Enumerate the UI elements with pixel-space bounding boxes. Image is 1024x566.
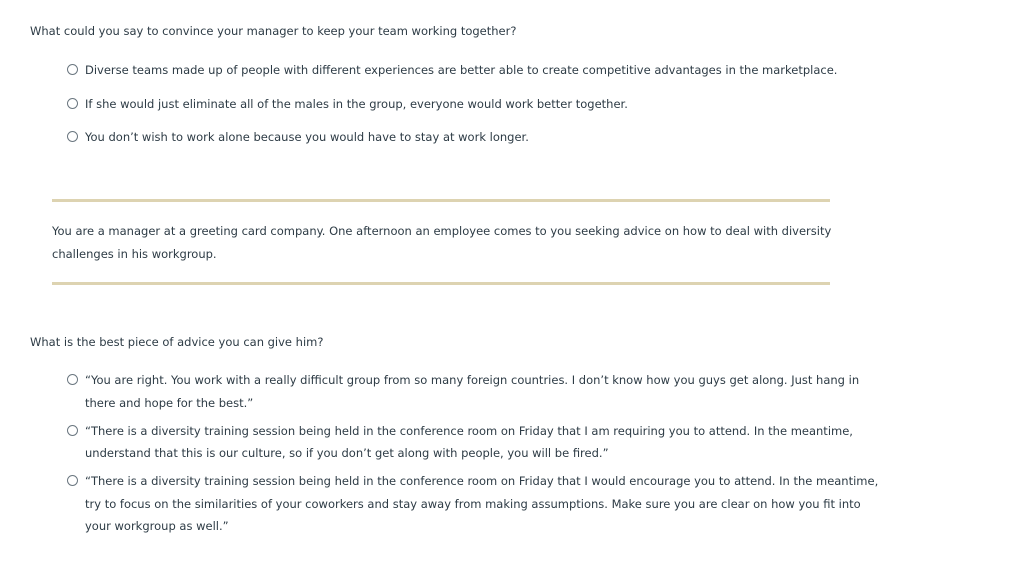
q2-option-1[interactable] xyxy=(67,373,887,414)
q2-option-3[interactable] xyxy=(67,474,887,538)
q1-option-3[interactable] xyxy=(67,130,887,164)
q2-option-2[interactable] xyxy=(67,424,887,465)
passage-divider-top xyxy=(52,199,830,202)
question-2-prompt: What is the best piece of advice you can give him? xyxy=(30,335,324,349)
q1-option-2-label: If she would just eliminate all of the males in the group, everyone would work better together. xyxy=(85,96,628,111)
passage-divider-bottom xyxy=(52,282,830,285)
q2-option-1-label: “You are right. You work with a really difficult group from so many foreign countries. I don’t know how you guys get along. Just hang in there and hope for the best.” xyxy=(85,373,860,410)
q2-option-2-radio[interactable] xyxy=(67,425,78,436)
q1-option-3-label: You don’t wish to work alone because you would have to stay at work longer. xyxy=(85,130,529,144)
question-2-answers xyxy=(67,373,887,547)
q1-option-1-radio[interactable] xyxy=(67,64,78,75)
q1-option-1[interactable] xyxy=(67,63,887,97)
q2-option-3-label: “There is a diversity training session being held in the conference room on Friday that I would encourage you to attend. In the meantime, try to focus on the similarities of your coworkers and stay away from making assumptions. Make sure you are clear on how you fit into your workgroup as well.” xyxy=(85,474,879,533)
q1-option-2-radio[interactable] xyxy=(67,98,78,109)
q2-option-1-radio[interactable] xyxy=(67,374,78,385)
q2-option-2-label: “There is a diversity training session being held in the conference room on Friday that I am requiring you to attend. In the meantime, understand that this is our culture, so if you don’t get along with people, you will be fired.” xyxy=(85,423,853,460)
q1-option-1-label: Diverse teams made up of people with different experiences are better able to create competitive advantages in the marketplace. xyxy=(85,63,838,77)
question-1-answers xyxy=(67,63,887,164)
q1-option-2[interactable] xyxy=(67,97,887,131)
scenario-passage: You are a manager at a greeting card company. One afternoon an employee comes to you seeking advice on how to deal with diversity challenges in his workgroup. xyxy=(52,224,832,261)
q1-option-3-radio[interactable] xyxy=(67,131,78,142)
q2-option-3-radio[interactable] xyxy=(67,475,78,486)
question-1-prompt: What could you say to convince your manager to keep your team working together? xyxy=(30,24,517,38)
